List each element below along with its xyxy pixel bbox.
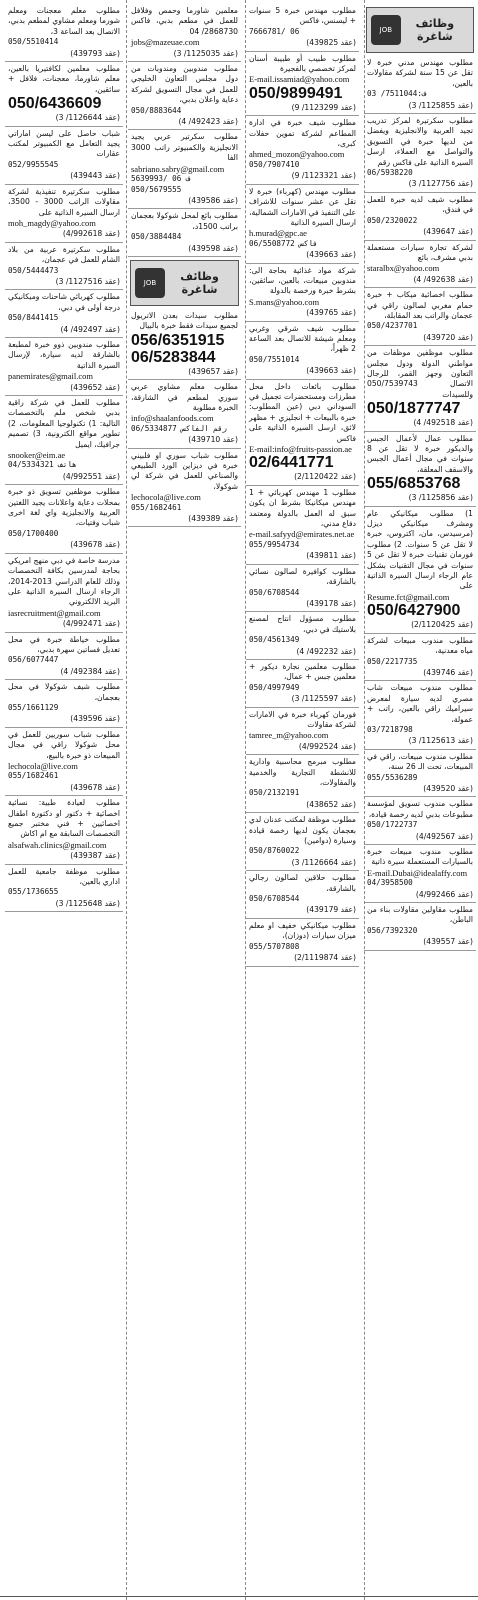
ad-phone: 050/7907410 [249, 159, 300, 169]
ad-text: مطلوب كهربائي شاحنات وميكانيكي درجة أولى في دبي، [8, 292, 120, 312]
job-ad [364, 797, 476, 845]
ad-text: مطلوب سكرتيرة تنفيذية لشركة مقاولات الراتب 3000 - 3500، ارسال السيرة الذاتية على [8, 186, 120, 217]
ad-email: tamree_m@yahoo.com [249, 730, 329, 741]
ad-reference: (عقد 439678) [70, 782, 120, 792]
ad-phone-large: 056/6351915 [131, 331, 225, 349]
ad-text: مطلوب مندوب مبيعات لشركة مياه معدنية، [367, 635, 473, 656]
ad-reference: (عقد 439647) [423, 227, 473, 237]
ad-text: مطلوب موظفين موظفات من مواطني الدولة ودول مجلس التعاون وجهز القمر، للرجال الاتصال 050/7539743 وللسيدات [367, 348, 473, 399]
ad-text: مطلوب طبيب أو طبيبة أسنان لمركز تخصصي بالفجيرة [249, 53, 356, 74]
job-ad [5, 62, 123, 127]
ad-reference: (عقد 439389) [188, 514, 238, 524]
ad-reference: (عقد 1125597/ 3) [291, 694, 356, 704]
ad-phone: 056/6077447 [8, 655, 59, 665]
ad-text: مطلوب شيف شرقي وغربي ومعلم شيشة للاتصال بعد الساعة 2 ظهراً، [249, 323, 356, 354]
ad-reference: (عقد 439520) [423, 783, 473, 793]
job-ad [246, 486, 359, 565]
ad-email: lechocola@live.com [8, 761, 78, 771]
ad-email: moh_magdy@yahoo.com [8, 217, 96, 228]
ad-phone: 050/6708544 [249, 894, 300, 904]
ad-phone: 055/1736655 [8, 887, 59, 897]
ad-phone-large: 050/9899491 [249, 84, 343, 102]
ad-reference: (عقد 4/992471) [62, 619, 120, 629]
job-ad [246, 52, 359, 117]
ad-email: snooker@eim.ae [8, 450, 66, 461]
ad-email: sabriano.sabry@gmail.com [131, 163, 225, 174]
job-logo-icon: JOB [135, 268, 165, 298]
job-ad [128, 449, 241, 528]
ad-email: h.murad@gpc.ae [249, 228, 307, 239]
ad-email: staralbx@yahoo.com [367, 263, 440, 274]
ad-reference: (عقد 439652) [70, 382, 120, 392]
ad-reference: (عقد 439678) [70, 540, 120, 550]
ad-phone: فاكس 06/5508772 [249, 238, 318, 248]
ad-text: مطلوب بائعات داخل محل مطرزات ومستحضرات تجميل في السوداني دبي (عين المطلوب: خبرة بالبيعات + انجليزي + مظهر لائق، ارسل السيرة الذاتية على فاكس [249, 381, 356, 443]
ad-reference: (عقد 438652) [306, 799, 356, 809]
job-ad [5, 243, 123, 291]
ad-phone-large: 06/5283844 [131, 348, 216, 366]
job-ad [128, 4, 241, 62]
job-ad [246, 612, 359, 660]
job-ad [5, 485, 123, 553]
job-ad [246, 4, 359, 52]
job-ad [5, 290, 123, 338]
ad-phone: 050/8441415 [8, 313, 59, 323]
ad-reference: (عقد 2/1120425) [411, 620, 473, 630]
page-bottom-rule [0, 1596, 478, 1597]
ad-phone: رقم الفاكس 06/5334877 [131, 423, 228, 433]
ad-phone: 050/8883644 [131, 105, 182, 115]
ad-email: Resume.fct@gmail.com [367, 591, 450, 602]
ad-reference: (عقد 439596) [70, 714, 120, 724]
job-ad [5, 554, 123, 633]
job-ad [246, 813, 359, 871]
job-ad [5, 633, 123, 681]
ad-text: مطلوب معلم مشاوي عربي سوري لمطعم في الشارقة، الخبرة مطلوبة [131, 382, 238, 412]
ad-phone: 04/3958500 [367, 878, 413, 888]
ad-reference: (عقد 4/992618) [62, 229, 120, 239]
ad-phone: 050/4561349 [249, 635, 300, 645]
job-ad [364, 56, 476, 114]
ad-phone-large: 02/6441771 [249, 454, 334, 472]
ad-text: مطلوب للعمل في شركة راقية بدبي شخص ملم بالتخصصات التالية: 1) تكنولوجيا المعلومات، 2) تطوير مواقع الكترونية، 3) تصميم جرافيك، ايميل [8, 398, 120, 449]
ad-reference: (عقد 4/992551) [62, 471, 120, 481]
ad-phone: 050/2132191 [249, 788, 300, 798]
ad-phone: 055/1661129 [8, 702, 59, 712]
ad-phone: 052/9955545 [8, 159, 59, 169]
job-ad [5, 396, 123, 485]
ad-text: لشركة تجارة سيارات مستعملة بدبي مشرف، بائع [367, 242, 473, 262]
job-ad [246, 871, 359, 919]
ad-text: مطلوب شباب سوري او فلبيني خبرة في ديزاين الورد الطبيعي والصناعي للعمل في شركة لي شوكولا، [131, 450, 238, 491]
job-ad [128, 309, 241, 380]
job-ad [5, 865, 123, 913]
ad-text: مطلوب سيدات بعدن الاتريول لجميع سيدات فقط خبرة بالبيال [131, 310, 238, 331]
job-ad [364, 750, 476, 798]
ad-reference: (عقد 4/992466) [415, 889, 473, 899]
ad-reference: (عقد 439811) [306, 551, 356, 561]
job-ad [246, 185, 359, 264]
ad-text: مطلوب مندوب مبيعات شاب مصري لديه سيارة لمعرض سيراميك راقي بالعين، راتب + عمولة، [367, 683, 473, 724]
ad-phone: 050/4997949 [249, 682, 300, 692]
column-1 [364, 4, 476, 1596]
ad-phone-large: 050/1877747 [367, 400, 461, 418]
job-ad [246, 264, 359, 322]
ad-text: مطلوب مندوب مبيعات، راقي في المبيعات، تحت الـ 26 سنة، [367, 751, 473, 772]
ad-text: 1) مطلوب ميكانيكي عام ومشرف ميكانيكي ديزل (مرسيدس، مان، اكتروس، خبرة لا تقل عن 5 سنوات. 2) مطلوب فورمان تقنيات خبرة لا تقل عن 5 سنوات في مجال التقنيات بشكل عام الرجاء ارسال السيرة الذاتية على [367, 508, 474, 591]
ad-phone: 050/5444473 [8, 265, 59, 275]
ad-text: مطلوب شيف شوكولا في محل بعجمان، [8, 682, 120, 702]
ad-reference: (عقد 2/1120422) [294, 472, 356, 482]
job-logo-icon: JOB [371, 15, 401, 45]
ad-reference: (عقد 1126664/ 3) [291, 857, 356, 867]
ad-text: مطلوب سكرتير عربي يجيد الانجليزية والكمبيوتر راتب 3000 الفا [131, 132, 238, 163]
job-ad [128, 209, 241, 257]
column-2 [246, 4, 359, 1596]
ad-text: مطلوب مبرمج محاسبية وادارية للانشطة التجارية والخدمية والمقاولات، [249, 757, 356, 787]
ad-reference: (عقد 1127516/ 3) [55, 276, 120, 286]
ad-phone: 055/1682461 [131, 502, 182, 512]
ad-reference: (عقد 439586) [188, 195, 238, 205]
job-ad [5, 796, 123, 864]
job-ad [5, 4, 123, 62]
ad-text: مطلوب كوافيرة لصالون نسائي بالشارقة، [249, 566, 356, 587]
ad-phone: 050/4237701 [367, 321, 418, 331]
job-ad [246, 116, 359, 184]
ad-reference: (عقد 1127756/ 3) [408, 179, 473, 189]
ad-reference: (عقد 492423/ 4) [178, 117, 238, 127]
ad-phone: 06/5938220 [367, 168, 413, 178]
section-title: وظائف شاغرة [180, 269, 219, 296]
ad-phone: 055/9954734 [249, 539, 300, 549]
column-divider [126, 0, 127, 1600]
ad-text: مطلوب مسؤول انتاج لمصنع بلاستيك في دبي، [249, 614, 356, 634]
ad-text: مطلوب شيف خبرة في ادارة المطاعم لشركة تموين حفلات كبرى، [249, 118, 356, 149]
ad-text: مطلوب مهندس (كهرباء) خبرة لا تقل عن عشر سنوات للاشراف على التنفيذ في الامارات الشمالية، ارسال السيرة الذاتية [249, 186, 356, 227]
ad-phone: 050/7551014 [249, 354, 300, 364]
job-ad [364, 114, 476, 193]
ad-reference: (عقد 439657) [188, 366, 238, 376]
ad-text: مطلوب شباب سوريين للعمل في محل شوكولا راقي في مجال المبيعات ذو خبرة بالبيع، [8, 729, 120, 760]
ad-phone: 050/2320022 [367, 215, 418, 225]
ad-text: مطلوب شيف لديه خبرة للعمل في فندق، [367, 194, 473, 215]
section-banner [130, 260, 239, 306]
ad-reference: (عقد 439663) [306, 250, 356, 260]
ad-text: معلمين شاورما وحمص وفلافل للعمل في مطعم بدبي، فاكس 2868730/ 04 [131, 6, 238, 36]
ad-phone: 050/5510414 [8, 37, 59, 47]
job-ad [364, 346, 476, 431]
ad-reference: (عقد 492384/ 4) [60, 666, 120, 676]
ad-email: panemirates@gmail.com [8, 371, 94, 382]
ad-email: iasrecruitment@gmail.com [8, 607, 101, 618]
job-ad [246, 322, 359, 380]
ad-text: مطلوب سكرتيرة لمركز تدريب تجيد العربية والانجليزية ويفضل من لديها خبرة في التسويق والتواصل مع العملاء، ارسل السيرة الذاتية على فاكس رقم [367, 116, 473, 167]
ad-phone: 050/6708544 [249, 587, 300, 597]
job-ad [364, 193, 476, 241]
job-ad [246, 660, 359, 708]
job-ad [5, 185, 123, 243]
ad-text: شباب حاصل على ليسن اماراتي يجيد التعامل مع الكمبيوتر لمكتب عقارات [8, 128, 120, 159]
column-divider [364, 0, 365, 1600]
ad-text: مطلوب اخصائية ميكاب + خبرة حمام مغربي لصالون راقي في عجمان والراتب بعد المقابلة، [367, 290, 473, 320]
ad-text: فورمان كهرباء خبرة في الامارات لشركة مقاولات [249, 709, 356, 729]
ad-phone: ف:7511044/ 03 [367, 89, 427, 99]
ad-text: مطلوب مهندس مدني خبرة لا تقل عن 15 سنة لشركة مقاولات بالعين، [367, 58, 473, 88]
ad-text: مطلوب موظفة لمكتب عدنان لدي بعجمان يكون لديها رخصة قيادة وسيارة (دوامين) [249, 815, 356, 846]
ad-reference: (عقد 439179) [306, 905, 356, 915]
ad-phone: 03/7218798 [367, 724, 413, 734]
ad-phone-large: 050/6436609 [8, 95, 102, 113]
ad-phone: 055/5707808 [249, 941, 300, 951]
ad-reference: (عقد 492232/ 4) [296, 646, 356, 656]
job-ad [364, 241, 476, 289]
ad-text: مطلوب مندوبين ومندوبات من دول مجلس التعاون الخليجي للعمل في مجال التسويق لشركة دعاية واعلان بدبي، [131, 64, 238, 105]
ad-phone: 050/3884484 [131, 232, 182, 242]
ad-email: jobs@mazeuae.com [131, 37, 200, 48]
ad-text: مطلوب حلاقين لصالون رجالي بالشارقة، [249, 873, 356, 893]
ad-reference: (عقد 439178) [306, 598, 356, 608]
ad-phone: 055/5536289 [367, 772, 418, 782]
job-ad [364, 903, 476, 951]
ad-text: مطلوب مندوب تسويق لمؤسسة مطبوعات بدبي لديه رخصة قيادة، [367, 799, 473, 819]
job-ad [5, 728, 123, 796]
ad-email: info@shaalanfoods.com [131, 413, 214, 424]
job-ad [128, 62, 241, 130]
job-ad [128, 130, 241, 209]
ad-reference: (عقد 492518/ 4) [413, 418, 473, 428]
job-ad [364, 507, 476, 634]
ad-reference: (عقد 439557) [423, 937, 473, 947]
job-ad [364, 845, 476, 903]
ad-reference: (عقد 439387) [70, 851, 120, 861]
ad-text: مدرسة خاصة في دبي منهج امريكي بحاجة لمدرسين بكافة التخصصات وذلك للعام الدراسي 2013-2014، الرجاء ارسال السيرة الذاتية على البريد الالكتروني [8, 555, 120, 607]
ad-reference: (عقد 492638/ 4) [413, 274, 473, 284]
job-ad [246, 380, 359, 486]
job-ad [246, 708, 359, 756]
job-ad [5, 680, 123, 728]
ad-reference: (عقد 1126644/ 3) [55, 113, 120, 123]
ad-reference: (عقد 1125035/ 3) [173, 48, 238, 58]
ad-reference: (عقد 439825) [306, 38, 356, 48]
column-4 [5, 4, 123, 1596]
ad-text: مطلوب عمال لأعمال الجبس والديكور خبرة لا تقل عن 8 سنوات في مجال أعمال الجبس والاسقف المعلقة، [367, 433, 473, 474]
ad-reference: (عقد 4/492567) [415, 831, 473, 841]
ad-reference: (عقد 2/1119874) [294, 953, 356, 963]
section-title: وظائف شاغرة [415, 17, 455, 43]
ad-text: شركة مواد غذائية بحاجة الى: مندوبين مبيعات، بالعين، سائقين، بشرط خبرة ورخصة بالدولة [249, 265, 356, 296]
ad-email: ahmed_mozon@yahoo.com [249, 149, 345, 160]
ad-text: مطلوب معلم معجنات ومعلم شورما ومعلم مشاوي لمطعم بدبي، الاتصال بعد الساعة 3، [8, 6, 120, 36]
ad-reference: (عقد 1123299/ 9) [291, 102, 356, 112]
ad-phone: 050/1700400 [8, 528, 59, 538]
ad-email: E-mail.issamiad@yahoo.com [249, 74, 350, 85]
ad-reference: (عقد 1123321/ 9) [291, 171, 356, 181]
ad-phone: 050/2217735 [367, 656, 418, 666]
ad-phone: 055/1682461 [8, 771, 59, 781]
ad-email: S.mans@yahoo.com [249, 296, 320, 307]
ad-phone: 050/5679555 [131, 184, 182, 194]
ad-reference: (عقد 439746) [423, 667, 473, 677]
ad-reference: (عقد 1125856/ 3) [408, 493, 473, 503]
ad-reference: (عقد 439720) [423, 332, 473, 342]
ad-phone: هاتف 04/5334321 [8, 460, 77, 470]
ad-email: e-mail.safyyd@emirates.net.ae [249, 529, 355, 540]
job-ad [364, 432, 476, 507]
job-ad [5, 338, 123, 396]
ad-phone-large: 055/6853768 [367, 475, 461, 493]
ad-text: مطلوب 1 مهندس كهربائي + 1 مهندس ميكانيكا بشرط ان يكون سبق له العمل بالدولة ومعتمد دفاع مدني، [249, 487, 357, 529]
ad-email: E-mail:info@fruits-passion.ae [249, 444, 352, 455]
ad-text: مطلوب مهندس خبرة 5 سنوات + ليسنس، فاكس [249, 6, 356, 26]
job-ad [246, 919, 359, 967]
ad-reference: (عقد 439663) [306, 366, 356, 376]
ad-email: lechocola@live.com [131, 492, 201, 503]
ad-text: مطلوب معلمين لكافتيريا بالعين، معلم شاورما، معجنات، فلافل + سائقين، [8, 64, 120, 94]
job-ad [246, 565, 359, 613]
ad-text: مطلوب ميكانيكي خفيف او معلم ميزان سيارات (دوزان)، [249, 920, 356, 941]
job-ad [5, 127, 123, 185]
ad-text: مطلوب مقاولين مقاولات بناء من الباطن، [367, 905, 473, 925]
ad-phone: 056/7392320 [367, 925, 418, 935]
ad-text: مطلوب موظفة جامعية للعمل اداري بالعين، [8, 866, 120, 887]
column-divider [245, 0, 246, 1600]
job-ad [364, 634, 476, 682]
ad-text: مطلوب بائع لمحل شوكولا بعجمان براتب 1500د، [131, 211, 238, 231]
ad-email: E-mail.Dubai@idealaffy.com [367, 867, 468, 878]
ad-phone: 7666781/ 06 [249, 26, 300, 36]
ad-phone-large: 050/6427900 [367, 602, 461, 620]
column-3 [128, 4, 241, 1596]
ad-reference: (عقد 4/992524) [298, 741, 356, 751]
ad-reference: (عقد 439443) [70, 171, 120, 181]
section-banner [366, 7, 474, 53]
ad-text: مطلوب لعيادة طبية: نسائية اخصائية + دكتور او دكتورة اطفال اخصائيين + فني مختبر جميع التخصصات السابقة مع ام اكاش [8, 798, 120, 839]
ad-text: مطلوب مندوبين ذوو خبرة لمطبعة بالشارقة لديه سيارة، لإرسال السيرة الذاتية [8, 339, 120, 370]
ad-reference: (عقد 439793) [70, 48, 120, 58]
ad-reference: (عقد 1125648/ 3) [55, 898, 120, 908]
ad-text: مطلوب موظفين تسويق ذو خبرة بمحلات دعاية واعلانات يجيد اللغتين العربية والانجليزية واي لغة اخرى شباب وفتيات، [8, 487, 120, 528]
ad-reference: (عقد 1125855/ 3) [408, 100, 473, 110]
ad-phone: 050/1722737 [367, 820, 418, 830]
ad-reference: (عقد 439765) [306, 308, 356, 318]
ad-email: alsafwah.clinics@gmail.com [8, 839, 107, 850]
ad-phone: 050/8760022 [249, 846, 300, 856]
ad-reference: (عقد 439598) [188, 243, 238, 253]
ad-phone: ف 06 /5639993 [131, 174, 191, 184]
job-ad [128, 380, 241, 448]
job-ad [364, 681, 476, 749]
job-ad [246, 755, 359, 813]
ad-text: مطلوب خياطة خبرة في محل تعديل فساتين سهرة بدبي، [8, 634, 120, 654]
ad-reference: (عقد 492497/ 4) [60, 324, 120, 334]
job-ad [364, 288, 476, 346]
ad-reference: (عقد 1125613/ 3) [408, 736, 473, 746]
ad-text: مطلوب سكرتيرة عربية من بلاد الشام للعمل في عجمان، [8, 244, 120, 265]
ad-reference: (عقد 439710) [188, 435, 238, 445]
ad-text: مطلوب مندوب مبيعات خبرة بالسيارات المستعملة سيرة ذاتية [367, 847, 473, 867]
ad-text: مطلوب معلمين نجارة ديكور + معلمين جبس + عمال، [249, 661, 356, 682]
